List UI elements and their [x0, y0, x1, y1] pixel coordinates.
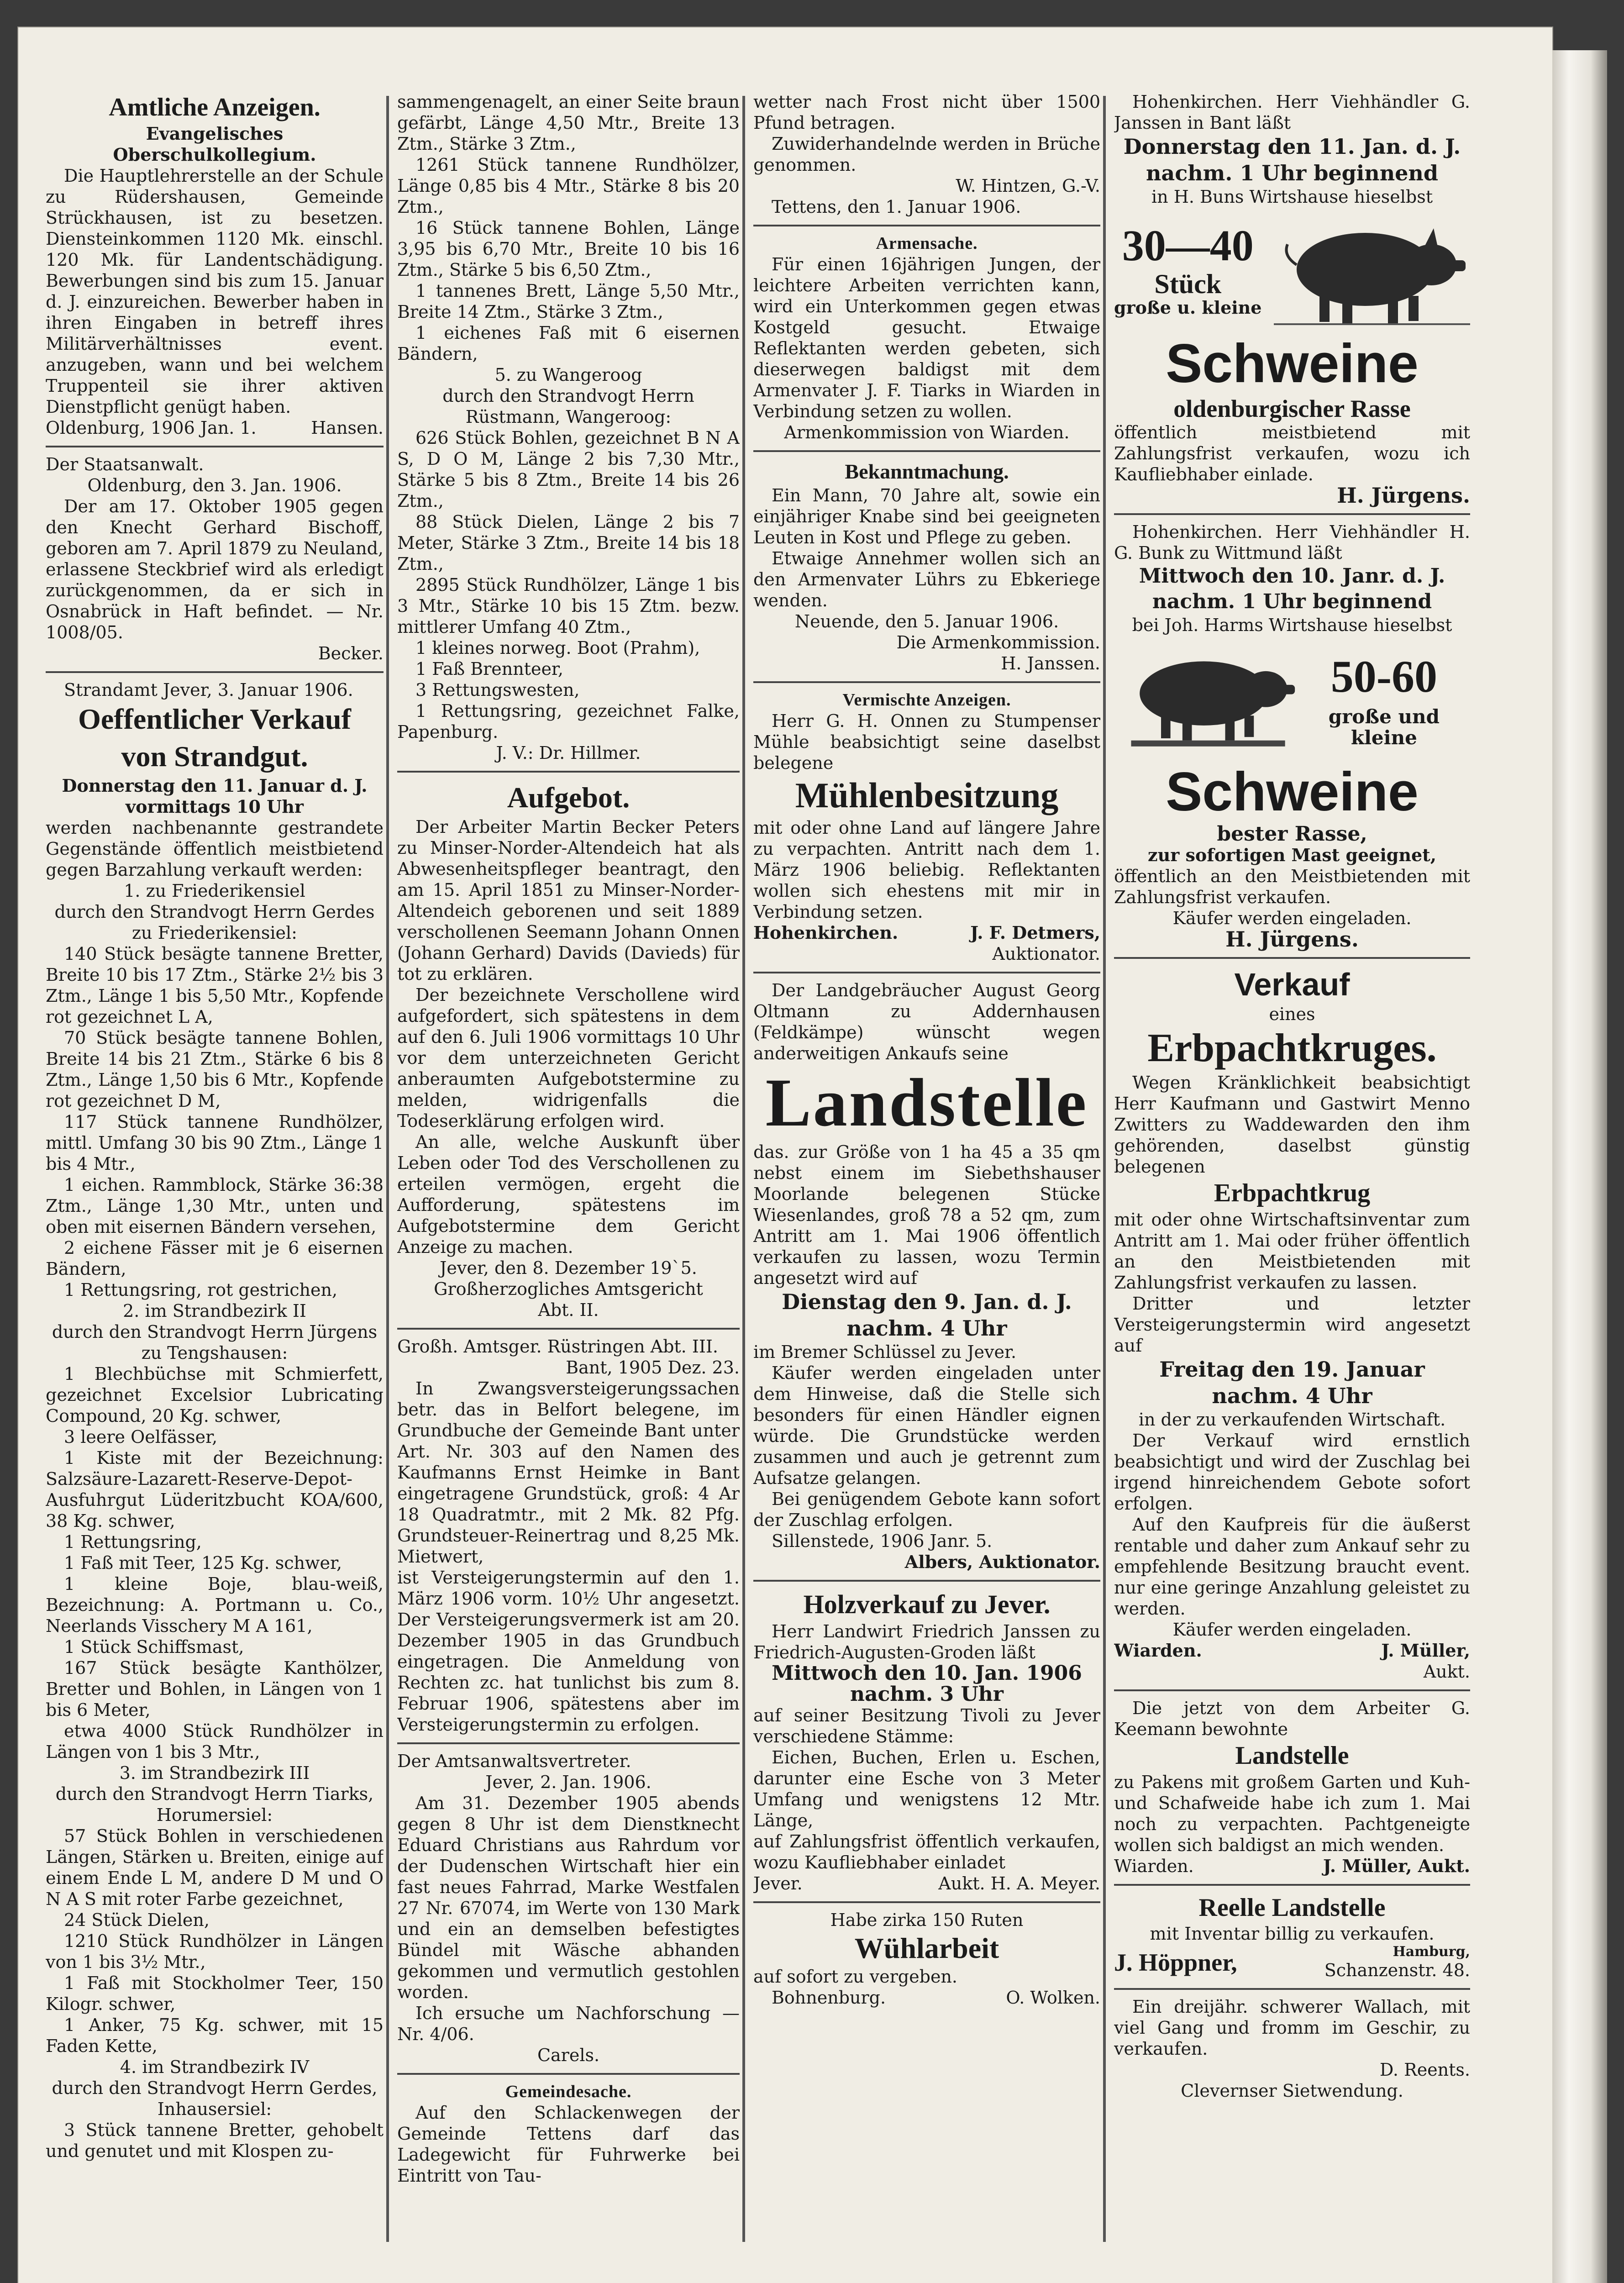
- column-4: [1114, 91, 1470, 2246]
- list-item: 117 Stück tannene Rundhölzer, mittl. Umfang 30 bis 90 Ztm., Länge 1 bis 4 Mtr.,: [46, 1112, 384, 1174]
- divider: [753, 972, 1100, 973]
- ad-body: öffentlich meistbietend mit Zahlungsfrist verkaufen, wozu ich Kaufliebhaber einlade.: [1114, 422, 1470, 484]
- list-item: 3 leere Oelfässer,: [64, 1427, 218, 1447]
- column-2: [397, 91, 740, 2246]
- ad-headline-wuehlarbeit: Wühlarbeit: [854, 1932, 999, 1964]
- divider: [753, 225, 1100, 226]
- ad-street: Schanzenstr. 48.: [1324, 1960, 1470, 1980]
- ad-header: Der Amtsanwaltsvertreter.: [397, 1751, 631, 1771]
- list-item: 1 kleines norweg. Boot (Prahm),: [415, 638, 700, 658]
- ad-place: Hohenkirchen.: [753, 922, 899, 943]
- list-item: etwa 4000 Stück Rundhölzer in Längen von 1 bis 3 Mtr.,: [46, 1721, 384, 1762]
- divider: [1114, 1988, 1470, 1990]
- pig-size: große und kleine: [1328, 705, 1440, 749]
- ad-headline-erbpachtkruges: Erbpachtkruges.: [1147, 1026, 1437, 1070]
- ad-body: das. zur Größe von 1 ha 45 a 35 qm nebst einem im Siebethshauser Moorlande belegenen Stücke Wiesenlandes, groß 78 a 52 qm, zum Antritt am 1. Mai 1906 öffentlich verkaufen zu lassen, wozu Termin angesetzt wird auf: [753, 1142, 1100, 1288]
- ad-time: nachm. 4 Uhr: [846, 1316, 1007, 1341]
- ad-signature: Auktionator.: [992, 944, 1100, 964]
- list-item: 1 Rettungsring, rot gestrichen,: [64, 1280, 338, 1300]
- list-item: 24 Stück Dielen,: [64, 1910, 210, 1930]
- divider: [46, 446, 384, 447]
- ad-body: Die jetzt von dem Arbeiter G. Keemann bewohnte: [1114, 1698, 1470, 1739]
- list-subheading: durch den Strandvogt Herrn Gerdes, Inhausersiel:: [52, 2078, 378, 2119]
- ad-body: Ein dreijähr. schwerer Wallach, mit viel Gang und fromm im Geschir, zu verkaufen.: [1114, 1997, 1470, 2059]
- ad-body: ist Versteigerungstermin auf den 1. März 1906 vorm. 10½ Uhr angesetzt. Der Versteigerungsvermerk ist am 20. Dezember 1905 in das Grundbuch eingetragen. Die Anmeldung von Rechten zc. hat tunlichst bis zum 8. Februar 1906, spätestens aber im Versteigerungstermin zu erfolgen.: [397, 1568, 740, 1735]
- ad-place-date: Sillenstede, 1906 Janr. 5.: [772, 1531, 993, 1551]
- list-item: 1 Faß mit Stockholmer Teer, 150 Kilogr. schwer,: [46, 1973, 384, 2014]
- ad-body: werden nachbenannte gestrandete Gegenstände öffentlich meistbietend gegen Barzahlung verkauft werden:: [46, 818, 384, 880]
- ad-signature: Carels.: [537, 2045, 600, 2065]
- ad-place-date: Neuende, den 5. Januar 1906.: [794, 611, 1059, 631]
- pig-count: 30—40: [1122, 221, 1254, 270]
- ad-body: An alle, welche Auskunft über Leben oder Tod des Verschollenen zu erteilen vermögen, ergeht die Aufforderung, spätestens im Aufgebotstermine dem Gericht Anzeige zu machen.: [397, 1132, 740, 1257]
- ad-signature: J. Müller,: [1381, 1640, 1470, 1661]
- ad-body: Der Arbeiter Martin Becker Peters zu Minser-Norder-Altendeich hat als Abwesenheitspfleger beantragt, den am 15. April 1851 zu Minser-Norder-Altendeich geborenen und seit 1889 verschollenen Seemann Johann Onnen (Johann Gerhard) Davids (Daviеds) für tot zu erklären.: [397, 817, 740, 984]
- list-item: 57 Stück Bohlen in verschiedenen Längen, Stärken u. Breiten, einige auf einem Ende L M, andere D M und O N A S mit roter Farbe gezeichnet,: [46, 1826, 384, 1909]
- divider: [397, 771, 740, 773]
- ad-signature: Becker.: [318, 643, 384, 663]
- ad-date: Mittwoch den 10. Jan. 1906: [772, 1662, 1082, 1685]
- divider: [753, 1580, 1100, 1582]
- ad-place-date: Tettens, den 1. Januar 1906.: [772, 197, 1021, 217]
- divider: [397, 1328, 740, 1330]
- ad-headline-bekanntmachung: Bekanntmachung.: [845, 460, 1009, 483]
- ad-headline-schweine: Schweine: [1166, 761, 1419, 822]
- ad-time: nachm. 1 Uhr beginnend: [1152, 590, 1432, 613]
- ad-signature: Armenkommission von Wiarden.: [784, 422, 1070, 442]
- ad-headline-landstelle: Landstelle: [765, 1065, 1088, 1141]
- ad-headline-landstelle: Landstelle: [1235, 1741, 1349, 1770]
- pig-icon: [1274, 210, 1470, 329]
- column-rule: [1103, 96, 1106, 2242]
- ad-body: wetter nach Frost nicht über 1500 Pfund betragen.: [753, 92, 1100, 133]
- ad-header-gemeindesache: Gemeindesache.: [505, 2082, 632, 2101]
- ad-subheadline-erbpachtkrug: Erbpachtkrug: [1214, 1179, 1371, 1207]
- section-heading-vermischte: Vermischte Anzeigen.: [842, 690, 1011, 710]
- ad-headline-muehlenbesitzung: Mühlenbesitzung: [795, 775, 1059, 815]
- ad-place: Jever.: [753, 1873, 803, 1894]
- ad-time: nachm. 3 Uhr: [850, 1683, 1004, 1706]
- list-item: 1 Faß Brenntеer,: [415, 659, 564, 679]
- divider: [753, 450, 1100, 452]
- ad-time: nachm. 1 Uhr beginnend: [1146, 161, 1439, 185]
- pig-icon: [1114, 638, 1298, 757]
- list-item: 1 kleine Boje, blau-weiß, Bezeichnung: A. Portmann u. Co., Neerlands Visschery M A 161,: [46, 1574, 384, 1636]
- column-rule: [386, 96, 389, 2242]
- ad-place-date: Jever, den 8. Dezember 19`5.: [440, 1258, 697, 1278]
- divider: [1114, 1689, 1470, 1691]
- divider: [397, 2073, 740, 2075]
- divider: [397, 1742, 740, 1744]
- ad-header: Großh. Amtsger. Rüstringen Abt. III.: [397, 1336, 718, 1357]
- ad-place: Wiarden.: [1114, 1856, 1194, 1876]
- divider: [1114, 1884, 1470, 1886]
- ad-body: Eichen, Buchen, Erlen u. Eschen, darunter eine Esche von 3 Meter Umfang und wenigstens 12 Mtr. Länge,: [753, 1747, 1100, 1831]
- ad-body: zu Pakens mit großem Garten und Kuh- und Schafweide habe ich zum 1. Mai noch zu verpachten. Pachtgeneigte wollen sich baldigst an mich wenden.: [1114, 1772, 1470, 1855]
- ad-date: Dienstag den 9. Jan. d. J.: [782, 1289, 1072, 1314]
- list-subheading: 4. im Strandbezirk IV: [120, 2057, 310, 2077]
- ad-date: Donnerstag den 11. Januar d. J.: [62, 775, 368, 796]
- ad-body: Ich ersuche um Nachforschung — Nr. 4/06.: [397, 2003, 740, 2044]
- ad-signature: H. Jürgens.: [1225, 927, 1359, 952]
- ad-place-date: Strandamt Jever, 3. Januar 1906.: [64, 680, 353, 700]
- ad-body: Hohenkirchen. Herr Viehhändler H. G. Bunk zu Wittmund läßt: [1114, 522, 1470, 563]
- column-1: [46, 91, 384, 2246]
- ad-signature: Aukt. H. A. Meyer.: [938, 1873, 1100, 1894]
- list-item: 1 eichen. Rammblock, Stärke 36:38 Ztm., Länge 1,30 Mtr., unten und oben mit eisernen Bändern versehen,: [46, 1175, 384, 1237]
- divider: [46, 671, 384, 673]
- ad-signature: H. Janssen.: [1001, 653, 1100, 673]
- list-item: 1261 Stück tannene Rundhölzer, Länge 0,85 bis 4 Mtr., Stärke 8 bis 20 Ztm.,: [397, 155, 740, 217]
- ad-body: Habe zirka 150 Ruten: [830, 1910, 1024, 1930]
- ad-body: in der zu verkaufenden Wirtschaft.: [1138, 1410, 1446, 1430]
- ad-body: mit oder ohne Wirtschaftsinventar zum Antritt am 1. Mai oder früher öffentlich an den Meistbietenden mit Zahlungsfrist verkaufen zu lassen.: [1114, 1210, 1470, 1293]
- ad-signature: J. Höppner,: [1114, 1949, 1237, 1976]
- list-subheading: durch den Strandvogt Herrn Tiarks, Horumersiel:: [55, 1784, 374, 1825]
- list-subheading: 1. zu Friederikensiel: [124, 881, 305, 901]
- ad-signature: Albers, Auktionator.: [904, 1552, 1100, 1572]
- ad-city: Hamburg,: [1393, 1944, 1470, 1960]
- ad-signature: J. V.: Dr. Hillmer.: [496, 743, 641, 763]
- list-item: 167 Stück besägte Kanthölzer, Bretter und Bohlen, in Längen von 1 bis 6 Meter,: [46, 1658, 384, 1720]
- section-heading-amtliche: Amtliche Anzeigen.: [109, 93, 321, 121]
- ad-place: Clevernser Sietwendung.: [1181, 2081, 1403, 2101]
- list-item: 1 Rettungsring,: [64, 1532, 202, 1552]
- ad-body: Käufer werden eingeladen.: [1172, 908, 1412, 928]
- column-3: [753, 91, 1100, 2246]
- ad-headline-reelle-landstelle: Reelle Landstelle: [1198, 1894, 1386, 1922]
- ad-body: Für einen 16jährigen Jungen, der leichtere Arbeiten verrichten kann, wird ein Unterkommen gegen etwas Kostgeld gesucht. Etwaige Reflektanten werden gebeten, sich dieserwegen baldigst mit dem Armenvater J. F. Tiarks in Wiarden in Verbindung setzen zu wollen.: [753, 254, 1100, 421]
- ad-headline-aufgebot: Aufgebot.: [507, 781, 630, 814]
- list-subheading: durch den Strandvogt Herrn Rüstmann, Wangeroog:: [442, 386, 694, 427]
- ad-signature: O. Wolken.: [1006, 1988, 1100, 2008]
- ad-body: Wegen Kränklichkeit beabsichtigt Herr Kaufmann und Gastwirt Menno Zwitters zu Waddewarden den ihm gehörenden, daselbst günstig belegenen: [1114, 1073, 1470, 1177]
- ad-place: bei Joh. Harms Wirtshause hieselbst: [1132, 615, 1452, 635]
- pig-illustration-row: [1114, 638, 1470, 757]
- pig-size: große u. kleine: [1114, 297, 1262, 318]
- ad-body: auf seiner Besitzung Tivoli zu Jever verschiedene Stämme:: [753, 1705, 1100, 1746]
- list-item: 16 Stück tannene Bohlen, Länge 3,95 bis 6,70 Mtr., Breite 10 bis 16 Ztm., Stärke 5 bis 6,50 Ztm.,: [397, 218, 740, 280]
- ad-signature: Hansen.: [311, 418, 384, 438]
- ad-headline-verkauf: Verkauf: [1234, 967, 1350, 1002]
- ad-time: vormittags 10 Uhr: [126, 796, 304, 817]
- ad-body: Am 31. Dezember 1905 abends gegen 8 Uhr ist dem Dienstknecht Eduard Christians aus Rahrdum vor der Dudenschen Wirtschaft hier ein fast neues Fahrrad, Marke Westfalen 27 Nr. 67074, im Werte von 130 Mark und ein an demselben befestigtes Bündel mit Wäsche abhanden gekommen und vermutlich gestohlen worden.: [397, 1793, 740, 2002]
- ad-body: Der Landgebräucher August Georg Oltmann zu Addernhausen (Feldkämpe) wünscht wegen anderweitigen Ankaufs seine: [753, 980, 1100, 1063]
- ad-place: Wiarden.: [1114, 1640, 1202, 1661]
- ad-body: im Bremer Schlüssel zu Jever.: [753, 1342, 1017, 1362]
- ad-body: öffentlich an den Meistbietenden mit Zahlungsfrist verkaufen.: [1114, 866, 1470, 907]
- ad-headline-holzverkauf: Holzverkauf zu Jever.: [803, 1589, 1051, 1619]
- ad-place-date: Oldenburg, 1906 Jan. 1.: [46, 418, 257, 438]
- ad-signature: D. Reents.: [1379, 2060, 1470, 2080]
- ad-time: nachm. 4 Uhr: [1212, 1383, 1372, 1408]
- ad-body: Ein Mann, 70 Jahre alt, sowie ein einjähriger Knabe sind bei geeigneten Leuten in Kost und Pflege zu geben.: [753, 485, 1100, 547]
- ad-body: eines: [1269, 1004, 1315, 1024]
- list-item: 2895 Stück Rundhölzer, Länge 1 bis 3 Mtr., Stärke 10 bis 15 Ztm. bezw. mittlerer Umfang 40 Ztm.,: [397, 575, 740, 637]
- pig-count-block: [1298, 647, 1470, 748]
- list-item: 1 Rettungsring, gezeichnet Falke, Papenburg.: [397, 701, 740, 742]
- list-item: sammengenagelt, an einer Seite braun gefärbt, Länge 4,50 Mtr., Breite 13 Ztm., Stärke 3 Ztm.,: [397, 92, 740, 154]
- ad-header: Der Staatsanwalt.: [46, 454, 204, 474]
- ad-body: Auf den Schlackenwegen der Gemeinde Tettens darf das Ladegewicht für Fuhrwerke bei Eintritt von Tau-: [397, 2103, 740, 2186]
- ad-body: Etwaige Annehmer wollen sich an den Armenvater Lührs zu Ebkeriege wenden.: [753, 548, 1100, 610]
- ad-headline: Oeffentlicher Verkauf: [78, 703, 351, 735]
- list-item: 1 Faß mit Teer, 125 Kg. schwer,: [64, 1553, 342, 1573]
- list-item: 1 Anker, 75 Kg. schwer, mit 15 Faden Kette,: [46, 2015, 384, 2056]
- ad-body: Herr G. H. Onnen zu Stumpenser Mühle beabsichtigt seine daselbst belegene: [753, 711, 1100, 773]
- ad-header: Evangelisches Oberschulkollegium.: [113, 123, 316, 165]
- ad-signature-block: [1114, 1944, 1470, 1981]
- list-item: 1 Kiste mit der Bezeichnung: Salzsäure-Lazarett-Reserve-Depot-Ausfuhrgut Lüderitzbucht KOA/600, 38 Kg. schwer,: [46, 1448, 384, 1531]
- ad-body: auf sofort zu vergeben.: [753, 1967, 957, 1987]
- ad-body: mit oder ohne Land auf längere Jahre zu verpachten. Antritt nach dem 1. März 1906 beliebig. Reflektanten wollen sich ehestens mit mir in Verbindung setzen.: [753, 818, 1100, 922]
- ad-body: Der am 17. Oktober 1905 gegen den Knecht Gerhard Bischoff, geboren am 7. April 1879 zu Neuland, erlassene Steckbrief wird als erledigt zurückgenommen, da er sich in Osnabrück in Haft befindet. — Nr. 1008/05.: [46, 496, 384, 642]
- ad-place: Bohnenburg.: [772, 1988, 886, 2008]
- ad-body: Dritter und letzter Versteigerungstermin wird angesetzt auf: [1114, 1294, 1470, 1356]
- list-item: 1 tannenes Brett, Länge 5,50 Mtr., Breite 14 Ztm., Stärke 3 Ztm.,: [397, 281, 740, 322]
- list-subheading: durch den Strandvogt Herrn Jürgens zu Tengshausen:: [52, 1322, 378, 1363]
- ad-subheadline: bester Rasse,: [1217, 822, 1367, 846]
- ad-signature: Die Armenkommission.: [896, 632, 1100, 652]
- divider: [753, 1901, 1100, 1903]
- ad-body: Bei genügendem Gebote kann sofort der Zuschlag erfolgen.: [753, 1489, 1100, 1530]
- list-item: 88 Stück Dielen, Länge 2 bis 7 Meter, Stärke 3 Ztm., Breite 14 bis 18 Ztm.,: [397, 512, 740, 574]
- ad-place-date: Jever, 2. Jan. 1906.: [485, 1772, 652, 1792]
- ad-date: Donnerstag den 11. Jan. d. J.: [1123, 134, 1461, 159]
- divider: [1114, 513, 1470, 515]
- list-item: 3 Stück tannene Bretter, gehobelt und genutet und mit Klospen zu-: [46, 2120, 384, 2161]
- list-item: 626 Stück Bohlen, gezeichnet B N A S, D O M, Länge 2 bis 7,30 Mtr., Stärke 5 bis 8 Ztm., Breite 14 bis 26 Ztm.,: [397, 428, 740, 511]
- list-item: 1 Blechbüchse mit Schmierfett, gezeichnet Excelsior Lubricating Compound, 20 Kg. schwer,: [46, 1364, 384, 1426]
- ad-body: Herr Landwirt Friedrich Janssen zu Friedrich-Augusten-Groden läßt: [753, 1621, 1100, 1662]
- ad-body: In Zwangsversteigerungssachen betr. das in Belfort belegene, im Grundbuche der Gemeinde Bant unter Art. Nr. 303 auf den Namen des Kaufmanns Ernst Heimke in Bant eingetragene Grundstück, groß: 4 Ar 18 Quadratmtr., mit 2 Mk. 82 Pfg. Grundsteuer-Reinertrag und 8,25 Mk. Mietwert,: [397, 1378, 740, 1567]
- divider: [1114, 957, 1470, 959]
- divider: [753, 681, 1100, 683]
- pig-count-block: [1114, 221, 1261, 318]
- list-item: 3 Rettungswesten,: [415, 680, 580, 700]
- list-item: 140 Stück besägte tannene Bretter, Breite 10 bis 17 Ztm., Stärke 2½ bis 3 Ztm., Länge 1 bis 5,50 Mtr., Kopfende rot gezeichnet L A,: [46, 944, 384, 1027]
- ad-body: auf Zahlungsfrist öffentlich verkaufen, wozu Kaufliebhaber einladet: [753, 1831, 1100, 1873]
- ad-body: Der bezeichnete Verschollene wird aufgefordert, sich spätestens in dem auf den 6. Juli 1906 vormittags 10 Uhr vor dem unterzeichneten Gericht anberaumten Aufgebotstermine zu melden, widrigenfalls die Todeserklärung erfolgen wird.: [397, 985, 740, 1131]
- ad-body: mit Inventar billig zu verkaufen.: [1150, 1924, 1435, 1944]
- ad-body: Der Verkauf wird ernstlich beabsichtigt und wird der Zuschlag bei irgend hinreichendem Gebote sofort erfolgen.: [1114, 1431, 1470, 1514]
- ad-subheadline: zur sofortigen Mast geeignet,: [1148, 845, 1436, 865]
- pig-count: 50-60: [1330, 651, 1438, 702]
- list-item: 70 Stück besägte tannene Bohlen, Breite 14 bis 21 Ztm., Stärke 6 bis 8 Ztm., Länge 1,50 bis 6 Mtr., Kopfende rot gezeichnet D M,: [46, 1028, 384, 1111]
- ad-signature: J. Müller, Aukt.: [1323, 1856, 1470, 1876]
- ad-place-date: Oldenburg, den 3. Jan. 1906.: [87, 475, 342, 495]
- list-subheading: 2. im Strandbezirk II: [123, 1301, 306, 1321]
- ad-date: Mittwoch den 10. Janr. d. J.: [1139, 564, 1445, 588]
- ad-date: Freitag den 19. Januar: [1159, 1357, 1425, 1382]
- list-subheading: 5. zu Wangeroog: [494, 365, 642, 385]
- pig-illustration-row: [1114, 210, 1470, 329]
- ad-body: Käufer werden eingeladen.: [1172, 1620, 1412, 1640]
- list-subheading: 3. im Strandbezirk III: [119, 1763, 310, 1783]
- ad-place-date: Bant, 1905 Dez. 23.: [566, 1357, 740, 1378]
- ad-signature: Großherzogliches Amtsgericht: [434, 1279, 703, 1299]
- ad-signature: J. F. Detmers,: [970, 922, 1100, 943]
- ad-body: Zuwiderhandelnde werden in Brüche genommen.: [753, 134, 1100, 175]
- ad-body: Käufer werden eingeladen unter dem Hinweise, daß die Stelle sich besonders für einen Händler eignen würde. Die Grundstücke werden zusammen und auch je getrennt zum Aufsatze gelangen.: [753, 1363, 1100, 1488]
- list-item: 1 Stück Schiffsmast,: [64, 1637, 244, 1657]
- pig-unit: Stück: [1154, 269, 1222, 299]
- book-spine: [1552, 50, 1607, 2283]
- ad-signature: H. Jürgens.: [1337, 483, 1470, 508]
- list-item: 2 eichene Fässer mit je 6 eisernen Bändern,: [46, 1238, 384, 1279]
- ad-signature: Abt. II.: [538, 1300, 599, 1320]
- ad-signature: W. Hintzen, G.-V.: [956, 176, 1100, 196]
- ad-place: in H. Buns Wirtshause hieselbst: [1151, 187, 1433, 207]
- ad-body: Die Hauptlehrerstelle an der Schule zu Rüdershausen, Gemeinde Strückhausen, ist zu besetzen. Diensteinkommen 1120 Mk. einschl. 120 Mk. für Landentschädigung. Bewerbungen sind bis zum 15. Januar d. J. einzureichen. Bewerber haben in ihren Eingaben in betreff ihres Militärverhältnisses event. anzugeben, wann und bei welchem Truppenteil sie ihrer aktiven Dienstpflicht genügt haben.: [46, 166, 384, 417]
- list-subheading: durch den Strandvogt Herrn Gerdes zu Friederikensiel:: [54, 902, 375, 943]
- list-item: 1210 Stück Rundhölzer in Längen von 1 bis 3½ Mtr.,: [46, 1931, 384, 1972]
- ad-headline: von Strandgut.: [121, 740, 308, 773]
- column-rule: [742, 96, 745, 2242]
- ad-subheadline: oldenburgischer Rasse: [1173, 395, 1411, 422]
- ad-header-armensache: Armensache.: [876, 234, 978, 253]
- ad-signature: Aukt.: [1423, 1662, 1470, 1682]
- ad-body: Hohenkirchen. Herr Viehhändler G. Janssen in Bant läßt: [1114, 92, 1470, 133]
- ad-headline-schweine: Schweine: [1166, 333, 1419, 394]
- list-item: 1 eichenes Faß mit 6 eisernen Bändern,: [397, 323, 740, 364]
- ad-body: Auf den Kaufpreis für die äußerst rentable und daher zum Ankauf sehr zu empfehlende Besitzung braucht event. nur eine geringe Anzahlung geleistet zu werden.: [1114, 1515, 1470, 1619]
